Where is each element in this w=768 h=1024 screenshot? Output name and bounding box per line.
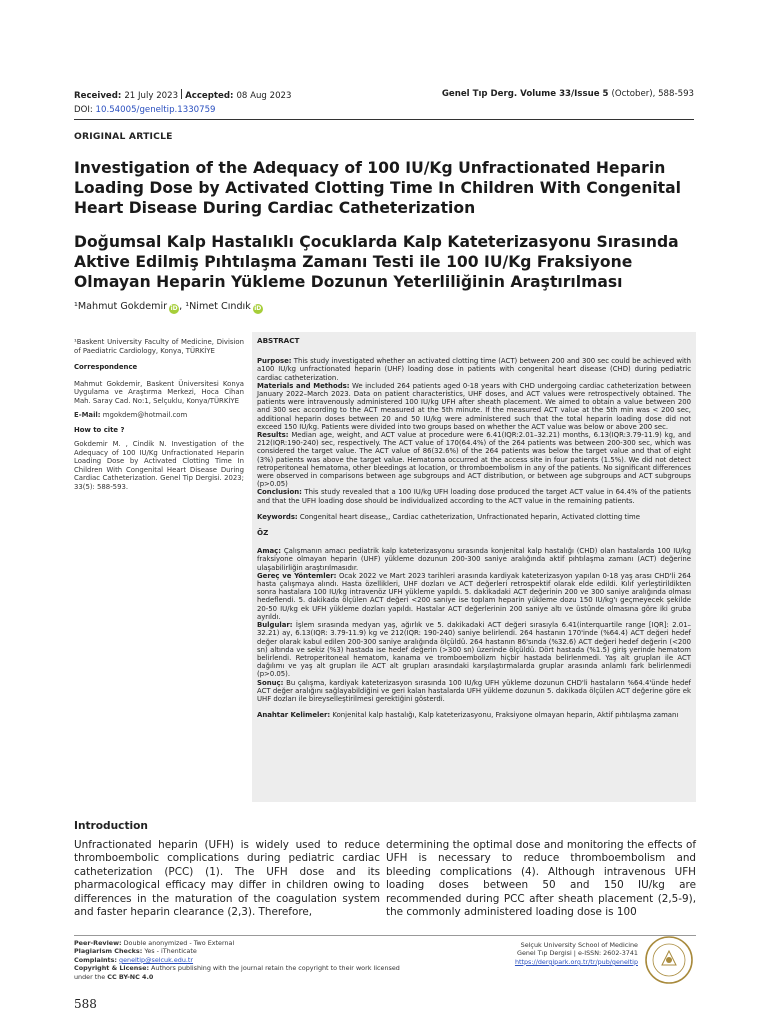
keywords-text: Congenital heart disease,, Cardiac catheterization, Unfractionated heparin, Activated clotting time [299,512,640,521]
email-label: E-Mail: [74,411,101,419]
oz-amac [257,547,691,572]
complaints-label: Complaints: [74,955,117,964]
oz-anahtar [257,711,691,719]
footer-publisher [410,941,638,966]
oz-title: ÖZ [257,528,269,538]
results-text: Median age, weight, and ACT value at procedure were 6.41(IQR:2.01–32.21) months, 6.13(IQR:3.79-11.9) kg, and 212(IQR:190-240) sec, respectively. The ACT value of 170(64.4%) of the 264 patients was between 200-300 sec, which was considered the target value. The ACT value of 86(32.6%) of the 264 patients was below the target value and that of eight (3%) patients was above the target value. Hematoma occurred at the access site in four patients (1.5%). We did not detect retroperitoneal hematoma, other bleedings at location, or thromboembolism in any of the patients. No significant differences were observed in comparisons between age subgroups and ACT distribution, or between age subgroups and ACT subgroups (p>0.05) [257,431,691,489]
affiliation: ¹Baskent University Faculty of Medicine, Division of Paediatric Cardiology, Konya, TÜRKİYE [74,338,244,355]
methods-label: Materials and Methods: [257,381,350,390]
accepted-label: Accepted: [185,91,234,101]
abstract-box [252,332,696,802]
anahtar-label: Anahtar Kelimeler: [257,711,331,720]
author-separator: , [179,301,186,312]
keywords-label: Keywords: [257,512,298,521]
publisher-name: Selçuk University School of Medicine [520,941,638,949]
bulgular-label: Bulgular: [257,621,293,630]
footer-rule [74,935,696,936]
abstract-methods [257,382,691,431]
gerec-label: Gereç ve Yöntemler: [257,571,337,580]
header-rule [74,119,694,120]
journal-url[interactable]: https://dergipark.org.tr/tr/pub/geneltip [514,957,638,966]
correspondence-heading: Correspondence [74,363,138,371]
article-type: ORIGINAL ARTICLE [74,131,173,142]
title-turkish: Doğumsal Kalp Hastalıklı Çocuklarda Kalp Kateterizasyonu Sırasında Aktive Edilmiş Pıhtılaşma Zamanı Testi ile 100 IU/Kg Fraksiyone Olmayan Heparin Yükleme Dozunun Yeterliliğinin Araştırılması [74,233,679,291]
amac-label: Amaç: [257,547,282,556]
intro-paragraph-2: determining the optimal dose and monitoring the effects of UFH is necessary to reduce thromboembolism and bleeding complications (4). Although intravenous UFH loading doses between 50 and 150 IU/kg are recommended during PCC after sheath placement (2,5-9), the commonly administered loading dose is 100 [386,839,696,919]
accepted-date: 08 Aug 2023 [236,91,292,101]
plagiarism-text: Yes - iThenticate [144,947,197,956]
title-english: Investigation of the Adequacy of 100 IU/Kg Unfractionated Heparin Loading Dose by Activated Clotting Time In Children With Congenital Heart Disease During Cardiac Catheterization [74,159,681,217]
received-date: 21 July 2023 [124,91,179,101]
doi-line [74,105,216,115]
conclusion-text: This study revealed that a 100 IU/kg UFH loading dose produced the target ACT value in 64.4% of the patients and that the UFH loading dose should be individualized according to the ACT value in the remaining patients. [257,488,691,505]
oz-sonuc [257,679,691,704]
conclusion-label: Conclusion: [257,488,302,497]
gerec-text: Ocak 2022 ve Mart 2023 tarihleri arasında kardiyak kateterizasyon yapılan 0-18 yaş arası CHD'li 264 hasta çalışmaya alındı. Hasta özellikleri, UHF dozları ve ACT değerleri retrospektif olarak elde edildi. Kılıf yerleştirildikten sonra hastalara 100 IU/kg intravenöz UFH yükleme yapıldı. 5. dakikadaki ACT değerinin 200 ve 300 saniye aralığında olması hedeflendi. 5. dakikada ölçülen ACT değeri <200 saniye ise toplam heparin yükleme dozu 150 IU/kg'ı geçmeyecek şekilde 20-50 IU/kg ek UFH yükleme dozları yapıldı. Hastalar ACT değerlerinin 200 saniye altı ve üstünde olmasına göre iki gruba ayrıldı. [257,571,692,621]
oz-bulgular [257,621,691,678]
orcid-icon[interactable]: iD [254,305,262,312]
doi-link[interactable]: 10.54005/geneltip.1330759 [95,105,216,115]
author-1: ¹Mahmut Gokdemir [74,301,168,312]
header-divider [181,89,182,99]
journal-issn: Genel Tıp Dergisi | e-ISSN: 2602-3741 [517,949,638,958]
email-address[interactable]: mgokdem@hotmail.com [102,411,188,419]
cite-heading: How to cite ? [74,425,125,434]
sonuc-text: Bu çalışma, kardiyak kateterizasyon sırasında 100 IU/kg UFH yükleme dozunun CHD'li hastaların %64.4'ünde hedef ACT değer aralığını sağlayabildiğini ve geri kalan hastalarda UFH yükleme dozunun 5. dakikada ölçülen ACT değerine göre ek UHF dozları ile bireyselleştirilmesi gerektiğini gösterdi. [257,678,691,703]
journal-issue: (October), 588-593 [611,89,694,99]
abstract-keywords [257,513,691,521]
sidebar-info [74,338,244,495]
purpose-label: Purpose: [257,357,292,366]
email-line [74,411,244,420]
abstract-conclusion [257,488,691,504]
copyright-text: Authors publishing with the journal retain the copyright to their work licensed under the [74,964,400,981]
peer-review-text: Double anonymized - Two External [123,939,235,947]
page-number: 588 [74,997,97,1011]
oz-gerec [257,572,691,621]
purpose-text: This study investigated whether an activated clotting time (ACT) between 200 and 300 sec could be achieved with a100 IU/kg unfractionated heparin (UHF) loading dose in patients with congenital heart disease (CHD) during pediatric cardiac catheterization. [257,357,691,382]
anahtar-text: Konjenital kalp hastalığı, Kalp kateterizasyonu, Fraksiyone olmayan heparin, Aktif pıhtılaşma zamanı [332,711,679,720]
complaints-email[interactable]: geneltip@selcuk.edu.tr [119,955,194,964]
methods-text: We included 264 patients aged 0-18 years with CHD undergoing cardiac catheterization between January 2022–March 2023. Data on patient characteristics, UHF doses, and ACT values were retrospectively obtained. The patients were intravenously administered 100 IU/kg UFH after sheath placement. We aimed to obtain a value between 200 and 300 sec according to the ACT measured at the 5th minute. If the measured ACT value at the 5th min was < 200 sec, additional heparin doses between 20 and 50 IU/kg were administered such that the total heparin loading dose did not exceed 150 IU/kg. Patients were divided into two groups based on whether the ACT value was below or above 200 sec. [257,381,691,431]
abstract-purpose [257,357,691,382]
copyright-label: Copyright & License: [74,964,149,973]
abstract-results [257,431,691,488]
correspondence-address: Mahmut Gokdemir, Baskent Üniversitesi Konya Uygulama ve Araştırma Merkezi, Hoca Cihan Mah. Saray Cad. No:1, Selçuklu, Konya/TÜRKİYE [74,379,244,405]
cite-text: Gokdemir M. , Cindik N. Investigation of the Adequacy of 100 IU/Kg Unfractionated Heparin Loading Dose by Activated Clotting Time In Children With Congenital Heart Disease During Cardiac Catheterization. Genel Tip Dergisi. 2023; 33(5): 588-593. [74,440,244,491]
university-seal-icon [644,935,694,985]
journal-citation [442,89,694,99]
received-accepted [74,89,292,101]
amac-text: Çalışmanın amacı pediatrik kalp kateterizasyonu sırasında konjenital kalp hastalığı (CHD) olan hastalarda 100 IU/kg fraksiyone olmayan heparin (UHF) yükleme dozunun 200-300 saniye aralığında aktif pıhtılaşma zamanı (ACT) değerine ulaşabilirliğin araştırılmasıdır. [257,547,691,572]
doi-label: DOI: [74,105,93,115]
footer-policy [74,939,404,981]
license-text: CC BY-NC 4.0 [107,972,154,981]
body-column-1 [74,839,380,919]
author-list [74,301,263,314]
received-label: Received: [74,91,122,101]
sonuc-label: Sonuç: [257,678,284,687]
orcid-icon[interactable]: iD [170,305,178,312]
plagiarism-label: Plagiarism Checks: [74,947,143,956]
peer-review-label: Peer-Review: [74,939,122,947]
author-2: ¹Nimet Cındık [185,301,251,312]
bulgular-text: İşlem sırasında medyan yaş, ağırlık ve 5. dakikadaki ACT değeri sırasıyla 6.41(interquartile range [IQR]: 2.01–32.21) ay, 6.13(IQR: 3.79-11.9) kg ve 212(IQR: 190-240) saniye belirlendi. 264 hastanın 170'inde (%64.4) ACT değeri hedef değer olarak kabul edilen 200-300 saniye aralığında ölçüldü. 264 hastanın 86'sında (%32.6) ACT değeri hedef değerin (<200 sn) altında ve sekiz (%3) hastada ise hedef değerin (>300 sn) üzerinde ölçüldü. Dört hastada (%1.5) giriş yerinde hematom belirlendi. Retroperitoneal hematom, kanama ve tromboembolizm hiçbir hastada belirlenmedi. Yaş alt grupları ile ACT dağılımı ve yaş alt grupları ile ACT alt grupları arasındaki karşılaştırmalarda gruplar arasında anlamlı fark belirlenmedi (p>0.05). [257,621,691,679]
introduction-heading: Introduction [74,820,148,832]
body-column-2 [386,839,696,919]
abstract-title: ABSTRACT [257,336,300,345]
results-label: Results: [257,431,289,440]
journal-name: Genel Tıp Derg. Volume 33/Issue 5 [441,89,609,99]
intro-paragraph-1: Unfractionated heparin (UFH) is widely used to reduce thromboembolic complications during pediatric cardiac catheterization (PCC) (1). The UFH dose and its pharmacological efficacy may differ in children owing to differences in the maturation of the coagulation system and faster heparin clearance (2,3). Therefore, [74,839,380,919]
